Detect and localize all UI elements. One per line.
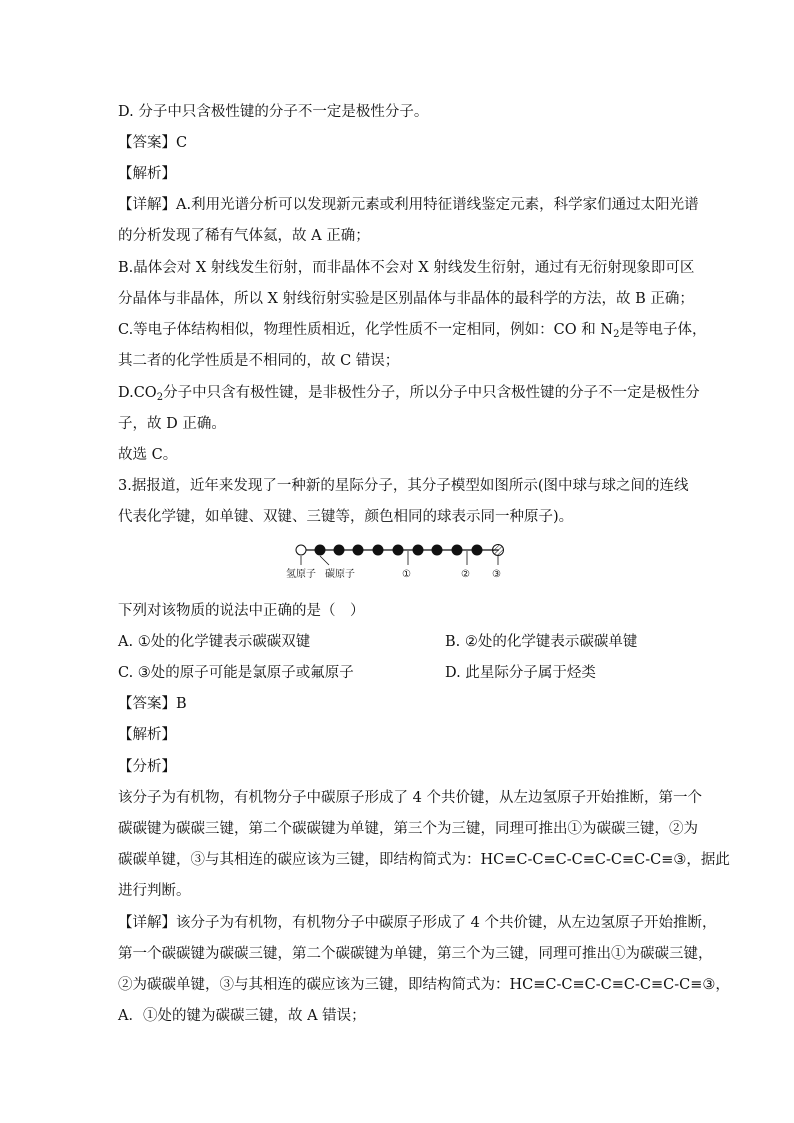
text-line: 【答案】B [118,696,187,712]
text-line: 分晶体与非晶体，所以 X 射线衍射实验是区别晶体与非晶体的最科学的方法，故 B 正确； [118,291,694,307]
text-segment: D.CO [118,385,157,401]
carbon-atom [334,545,345,556]
text-line: 该分子为有机物，有机物分子中碳原子形成了 4 个共价键，从左边氢原子开始推断，第一个 [118,790,702,806]
hydrogen-atom [296,545,306,555]
carbon-atom [315,545,326,556]
question-stem: 3.据报道，近年来发现了一种新的星际分子，其分子模型如图所示(图中球与球之间的连线 [118,478,689,494]
text-line: 【答案】C [118,135,188,151]
text-line: 【详解】A.利用光谱分析可以发现新元素或利用特征谱线鉴定元素，科学家们通过太阳光谱 [118,197,699,213]
text-line [118,383,700,408]
option-b: B. ②处的化学键表示碳碳单键 [445,634,638,650]
position-2-label: ② [461,569,470,580]
unknown-atom [493,545,504,556]
text-line: A．①处的键为碳碳三键，故 A 错误； [118,1008,366,1024]
carbon-label: 碳原子 [325,569,355,580]
carbon-atom [353,545,364,556]
text-line: 的分析发现了稀有气体氦，故 A 正确； [118,228,370,244]
text-segment: 分子中只含有极性键，是非极性分子，所以分子中只含极性键的分子不一定是极性分 [163,385,700,401]
text-line: 进行判断。 [118,883,191,899]
text-line: 子，故 D 正确。 [118,416,226,432]
text-line: B.晶体会对 X 射线发生衍射，而非晶体不会对 X 射线发生衍射，通过有无衍射现象即可区 [118,260,695,276]
carbon-atom [472,545,483,556]
text-line: ②为碳碳单键，③与其相连的碳应该为三键，即结构简式为：HC≡C-C≡C-C≡C-C≡C-C≡③， [118,977,730,993]
text-line: 故选 C。 [118,447,178,463]
option-c: C. ③处的原子可能是氯原子或氟原子 [118,665,354,681]
option-a: A. ①处的化学键表示碳碳双键 [118,634,311,650]
question-stem: 代表化学键，如单键、双键、三键等，颜色相同的球表示同一种原子)。 [118,509,574,525]
position-3-label: ③ [492,569,501,580]
text-line [118,320,706,345]
text-segment: 是等电子体， [619,322,707,338]
carbon-atom [432,545,443,556]
text-line: 碳碳键为碳碳三键，第二个碳碳键为单键，第三个为三键，同理可推出①为碳碳三键，②为 [118,821,698,837]
text-line: 【分析】 [118,759,176,775]
option-d: D. 此星际分子属于烃类 [445,665,596,681]
subscript: 2 [156,392,164,403]
text-line: 【解析】 [118,727,176,743]
text-line: 其二者的化学性质是不相同的，故 C 错误； [118,353,400,369]
carbon-atom [452,545,463,556]
subscript: 2 [613,329,620,340]
molecule-figure [284,535,524,585]
carbon-atom [413,545,424,556]
position-1-label: ① [402,569,411,580]
text-line: D. 分子中只含极性键的分子不一定是极性分子。 [118,104,429,120]
question-prompt: 下列对该物质的说法中正确的是（ ） [118,603,365,619]
hydrogen-label: 氢原子 [286,569,316,580]
text-line: 第一个碳碳键为碳碳三键，第二个碳碳键为单键，第三个为三键，同理可推出①为碳碳三键， [118,946,713,962]
text-line: 碳碳单键，③与其相连的碳应该为三键，即结构简式为：HC≡C-C≡C-C≡C-C≡C-C≡③，据此 [118,852,730,868]
text-line: 【详解】该分子为有机物，有机物分子中碳原子形成了 4 个共价键，从左边氢原子开始推断， [118,915,717,931]
carbon-atom [373,545,384,556]
text-line: 【解析】 [118,166,176,182]
text-segment: C.等电子体结构相似，物理性质相近，化学性质不一定相同，例如：CO 和 N [118,322,614,338]
carbon-atom [393,545,404,556]
